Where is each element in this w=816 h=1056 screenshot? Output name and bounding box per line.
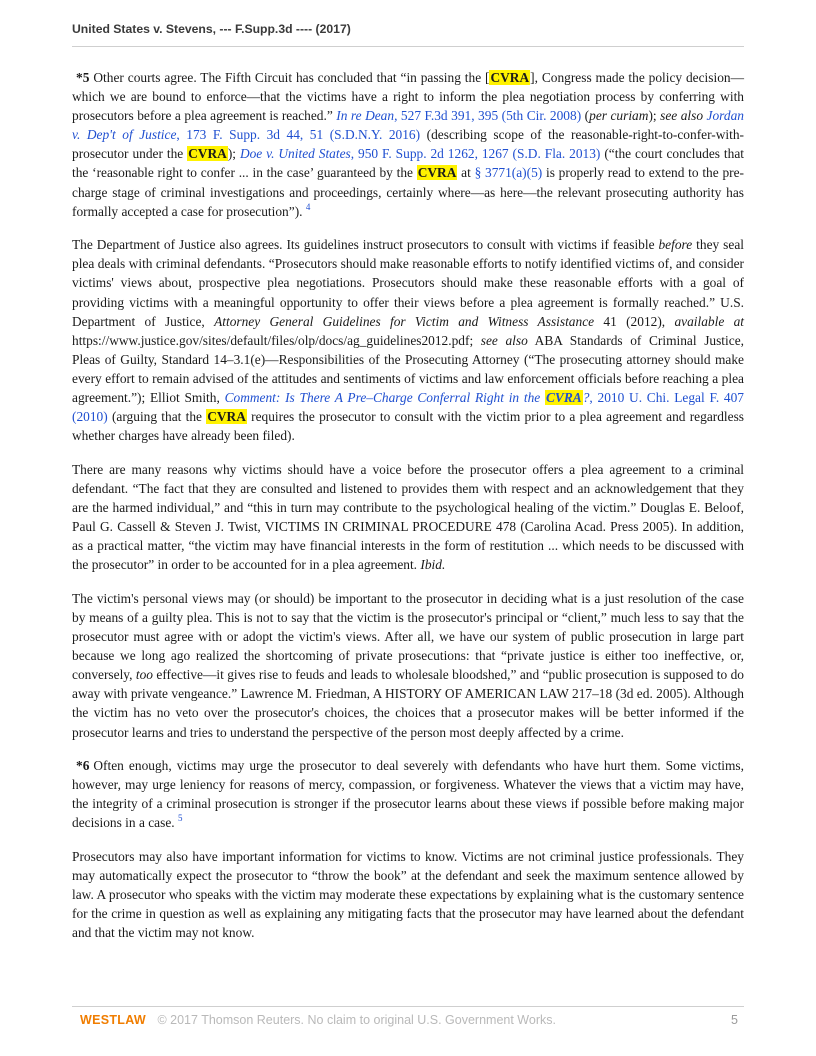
citation-link-in-re-dean[interactable]: In re Dean, 527 F.3d 391, 395 (5th Cir. 2008) [336,108,582,124]
paragraph-3: There are many reasons why victims should have a voice before the prosecutor offers a plea agreement to a criminal defendant. “The fact that they are consulted and listened to provides them with respect and an acknowledgement that they are the harmed individual,” and “this in turn may contribute to the psychological healing of the victim.” Douglas E. Beloof, Paul G. Cassell & Steven J. Twist, VICTIMS IN CRIMINAL PROCEDURE 478 (Carolina Acad. Press 2005). In addition, as a practical matter, “the victim may have financial interests in the form of restitution ... which needs to be discussed with the prosecutor” in order to be accounted for in a plea agreement. Ibid. [72,461,744,573]
westlaw-logo: WESTLAW [80,1013,146,1027]
paragraph-5: *6 Often enough, victims may urge the prosecutor to deal severely with defendants who have hurt them. Some victims, however, may urge leniency for reasons of mercy, compassion, or forgiveness. Whatever the views that a victim may have, the integrity of a criminal prosecution is stronger if the prosecutor learns about these views if possible before making major decisions in a case. $^5$ [72,758,744,831]
search-term-highlight: CVRA [207,409,246,425]
star-page-marker: *5 [76,70,90,85]
citation-link-doe[interactable]: Doe v. United States, 950 F. Supp. 2d 1262, 1267 (S.D. Fla. 2013) [239,146,601,162]
page-number: 5 [731,1013,738,1027]
search-term-highlight: CVRA [417,165,457,181]
paragraph-1: *5 Other courts agree. The Fifth Circuit has concluded that “in passing the [CVRA], Congress made the policy decision—which we are bound to enforce—that the victims have a right to inform the plea negotiation process by conferring with prosecutors before a plea agreement is reached.” In re Dean, 527 F.3d 391, 395 (5th Cir. 2008) (per curiam); see also Jordan v. Dep't of Justice, 173 F. Supp. 3d 44, 51 (S.D.N.Y. 2016) (describing scope of the reasonable-right-to-confer-with-prosecutor under the CVRA); Doe v. United States, 950 F. Supp. 2d 1262, 1267 (S.D. Fla. 2013) (“the court concludes that the ‘reasonable right to confer ... in the case’ guaranteed by the CVRA at § 3771(a)(5) is properly read to extend to the pre-charge stage of criminal investigations and proceedings, certainly where—as here—the relevant prosecuting authority has formally accepted a case for prosecution”). $^4$ [72,70,745,219]
opinion-body [72,68,744,957]
paragraph-6: Prosecutors may also have important information for victims to know. Victims are not criminal justice professionals. They may automatically expect the prosecutor to “throw the book” at the defendant and seek the maximum sentence allowed by law. A prosecutor who speaks with the victim may moderate these expectations by explaining what is the customary sentence for the crime in question as well as explaining any mitigating facts that the prosecutor may have learned about the defendant and that the victim may not know. [72,848,744,941]
citation-link-jordan[interactable]: Jordan v. Dep't of Justice, 173 F. Supp. 3d 44, 51 (S.D.N.Y. 2016) [72,108,744,143]
statute-link-3771[interactable]: § 3771(a)(5) [474,165,543,181]
footnote-link-5[interactable]: 5 [177,813,183,824]
search-term-highlight: CVRA [188,146,227,162]
search-term-highlight: CVRA [545,390,582,405]
star-page-marker: *6 [76,758,90,774]
footnote-link-4[interactable]: 4 [305,201,311,212]
paragraph-4: The victim's personal views may (or should) be important to the prosecutor in deciding what is a just resolution of the case by means of a guilty plea. This is not to say that the victim is the prosecutor's principal or “client,” much less to say that the prosecutor must agree with or adopt the victim's views. After all, we have our system of public prosecution in large part because we long ago realized the shortcoming of private prosecutions: that “private justice is either too ineffective, or, conversely, too effective—it gives rise to feuds and leads to wholesale bloodshed,” and “public prosecution is supposed to do away with private vengeance.” Lawrence M. Friedman, A HISTORY OF AMERICAN LAW 217–18 (3d ed. 2005). Although the victim has no veto over the prosecutor's choices, the choices that a prosecutor makes will be better informed if the prosecutor learns and tries to understand the perspective of the person most deeply affected by a crime. [72,590,745,740]
document-footer [72,1006,744,1027]
copyright-notice: © 2017 Thomson Reuters. No claim to original U.S. Government Works. [157,1013,556,1027]
search-term-highlight: CVRA [490,70,530,85]
paragraph-2: The Department of Justice also agrees. Its guidelines instruct prosecutors to consult with victims if feasible before they seal plea deals with criminal defendants. “Prosecutors should make reasonable efforts to notify identified victims of, and consider victims' views about, prospective plea negotiations. Prosecutors should make these reasonable efforts with a goal of providing victims with a meaningful opportunity to offer their views before a plea agreement is formally reached.” U.S. Department of Justice, Attorney General Guidelines for Victim and Witness Assistance 41 (2012), available at https://www.justice.gov/sites/default/files/olp/docs/ag_guidelines2012.pdf; see also ABA Standards of Criminal Justice, Pleas of Guilty, Standard 14–3.1(e)—Responsibilities of the Prosecuting Attorney (“The prosecuting attorney should make every effort to remain advised of the attitudes and sentiments of victims and law enforcement officials before reaching a plea agreement.”); Elliot Smith, Comment: Is There A Pre–Charge Conferral Right in the CVRA?, 2010 U. Chi. Legal F. 407 (2010) (arguing that the CVRA requires the prosecutor to consult with the victim prior to a plea agreement and regardless whether charges have already been filed). [72,237,745,444]
document-header [72,22,744,47]
case-title: United States v. Stevens, --- F.Supp.3d ---- (2017) [72,22,351,36]
citation-link-smith-comment[interactable]: Comment: Is There A Pre–Charge Conferral Right in the CVRA?, 2010 U. Chi. Legal F. 407 (2010) [72,390,744,425]
